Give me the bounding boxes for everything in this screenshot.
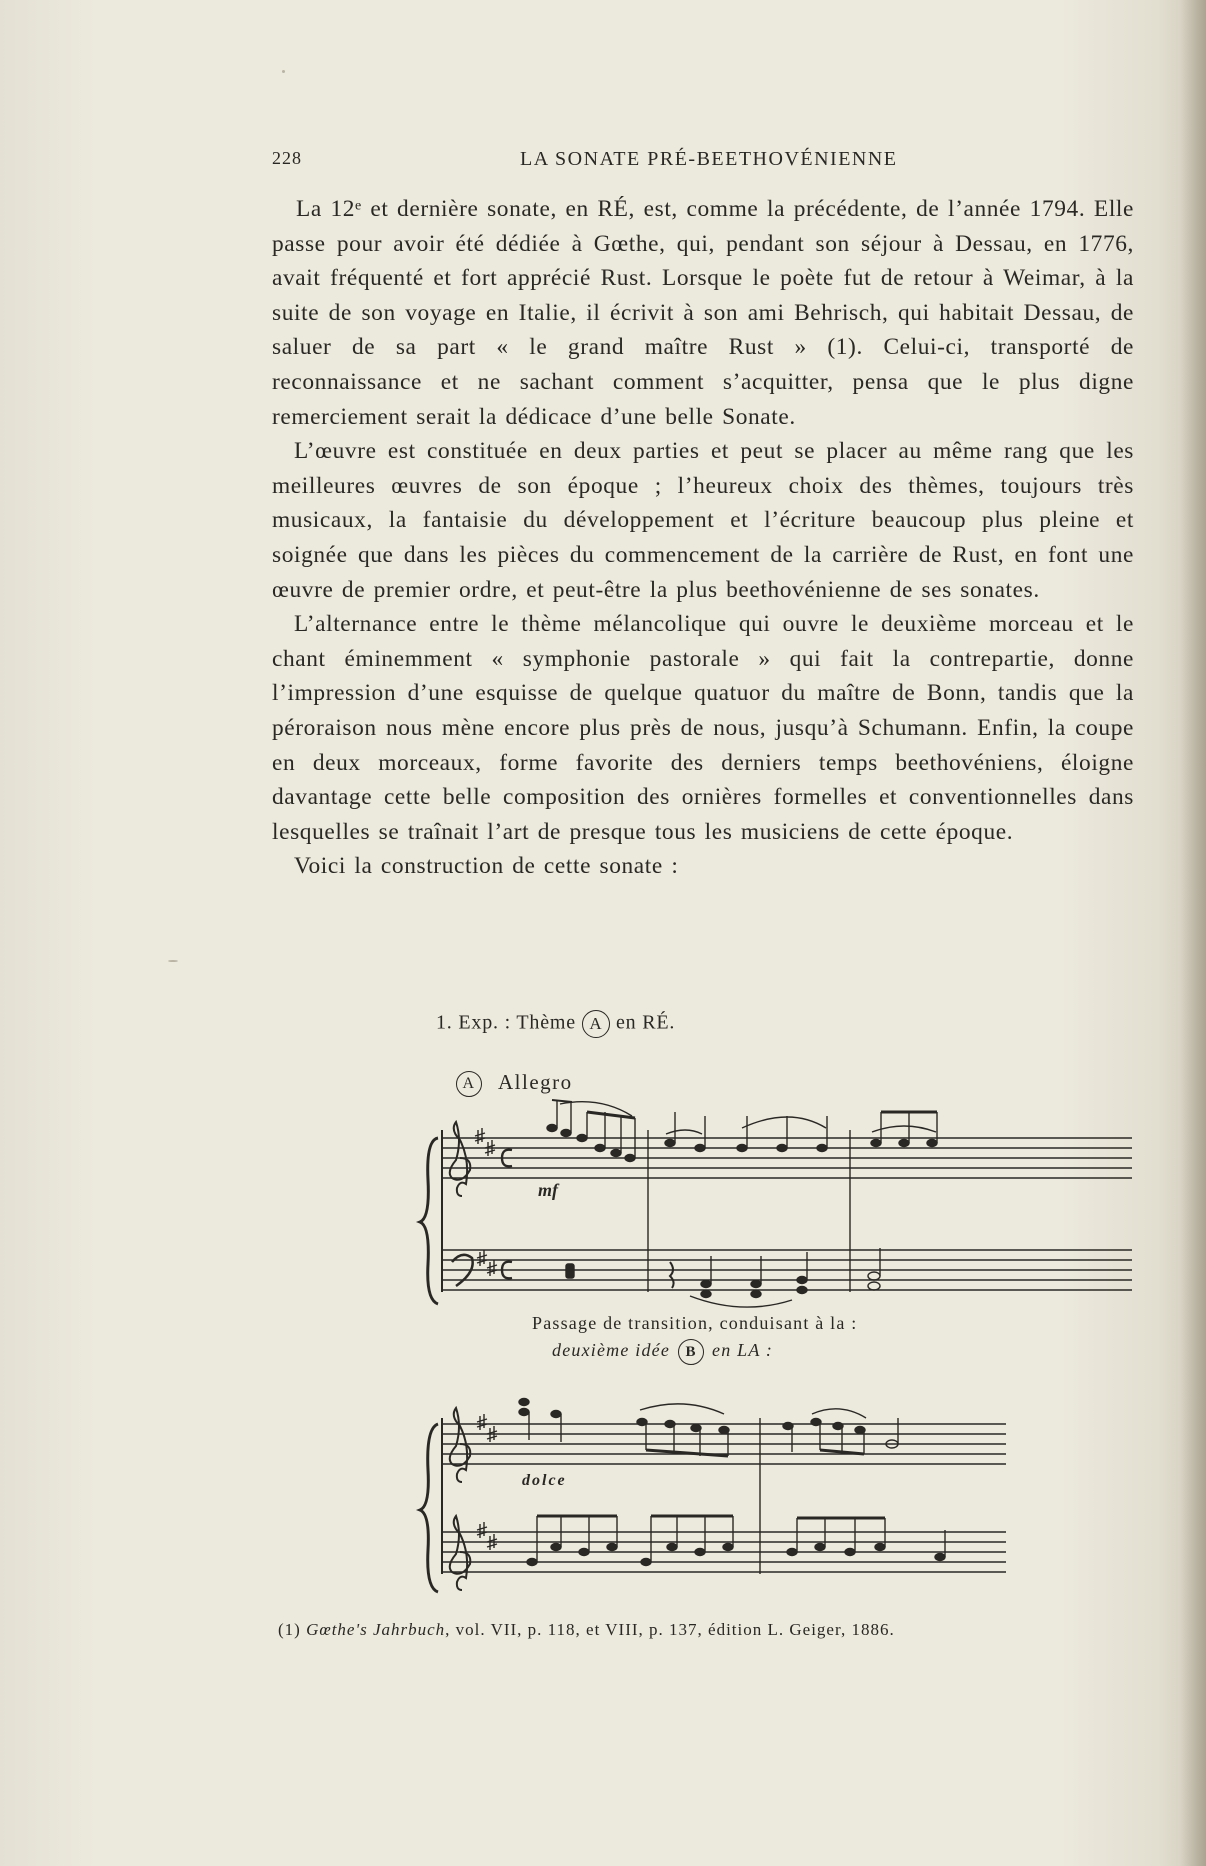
running-head-title: LA SONATE PRÉ-BEETHOVÉNIENNE [520, 148, 898, 170]
scheme-suffix: en RÉ. [615, 1011, 676, 1034]
transition-second-idea: deuxième idée [552, 1340, 671, 1360]
example-1-score [420, 1100, 1132, 1307]
grand-staff-brace [420, 1138, 438, 1304]
footnote-work: Gœthe's Jahrbuch [306, 1620, 446, 1639]
paragraph: La 12ᵉ et dernière sonate, en RÉ, est, comme la précédente, de l’année 1794. Elle passe pour avoir été dédiée à Gœthe, qui, pendant son séjour à Dessau, en 1776, avait fréquenté et fort apprécié Rust. Lorsque le poète fut de retour à Weimar, à la suite de son voyage en Italie, il écrivit à son ami Behrisch, qui habitait Dessau, de saluer de sa part « le grand maître Rust » (1). Celui-ci, transporté de reconnaissance et ne sachant comment s’acquitter, pensa que le plus digne remerciement serait la dédicace d’une belle Sonate. [272, 196, 1134, 430]
paragraph: L’œuvre est constituée en deux parties et peut se placer au même rang que les meilleures œuvres de son époque ; l’heureux choix des thèmes, toujours très musicaux, la fantaisie du développement et l’écriture beaucoup plus pleine et soignée que dans les pièces du commencement de la carrière de Rust, en font une œuvre de premier ordre, et peut-être la plus beethovénienne de ses sonates. [272, 438, 1134, 603]
melody-stems-2 [529, 1404, 898, 1456]
transition-line1: Passage de transition, conduisant à la : [532, 1313, 858, 1333]
dynamic-dolce: dolce [522, 1472, 567, 1489]
lower-staff-2 [442, 1532, 1006, 1572]
example-2-score [420, 1399, 1006, 1593]
bass-half-note [868, 1272, 880, 1280]
treble-clef-icon [450, 1122, 471, 1196]
scheme-prefix: 1. Exp. : Thème [436, 1011, 576, 1034]
page-number: 228 [272, 148, 302, 168]
example-letter-circle: A [456, 1071, 482, 1097]
dynamic-mf: mf [538, 1180, 558, 1200]
paragraph: L’alternance entre le thème mélancolique qui ouvre le deuxième morceau et le chant éminemment « symphonie pastorale » qui fait la contrepartie, donne l’impression d’une esquisse de quelque quatuor du maître de Bonn, tandis que la péroraison nous mène encore plus près de nous, jusqu’à Schumann. Enfin, la coupe en deux morceaux, forme favorite des derniers temps beethovéniens, éloigne davantage cette belle composition des ornières formelles et conventionnelles dans lesquelles se traînait l’art de presque tous les musiciens de cette époque. [272, 611, 1134, 845]
bass-staff-1 [442, 1250, 1132, 1290]
theme-b-circle: B [678, 1339, 704, 1365]
theme-a-circle: A [582, 1010, 610, 1038]
footnote-rest: , vol. VII, p. 118, et VIII, p. 137, édition L. Geiger, 1886. [445, 1620, 895, 1639]
key-signature-sharps [475, 1128, 497, 1276]
grand-staff-brace-2 [420, 1424, 438, 1592]
treble-clef-icon [450, 1516, 471, 1590]
tempo-label: Allegro [498, 1070, 573, 1094]
bass-half-note [868, 1282, 880, 1290]
paragraph: Voici la construction de cette sonate : [294, 853, 679, 880]
accomp-stems-2 [537, 1516, 945, 1562]
transition-key: en LA : [712, 1340, 774, 1360]
treble-clef-icon [450, 1408, 471, 1482]
melody-notes-2 [519, 1399, 865, 1434]
bass-notes-1 [566, 1264, 807, 1298]
footnote-marker: (1) [278, 1620, 301, 1639]
